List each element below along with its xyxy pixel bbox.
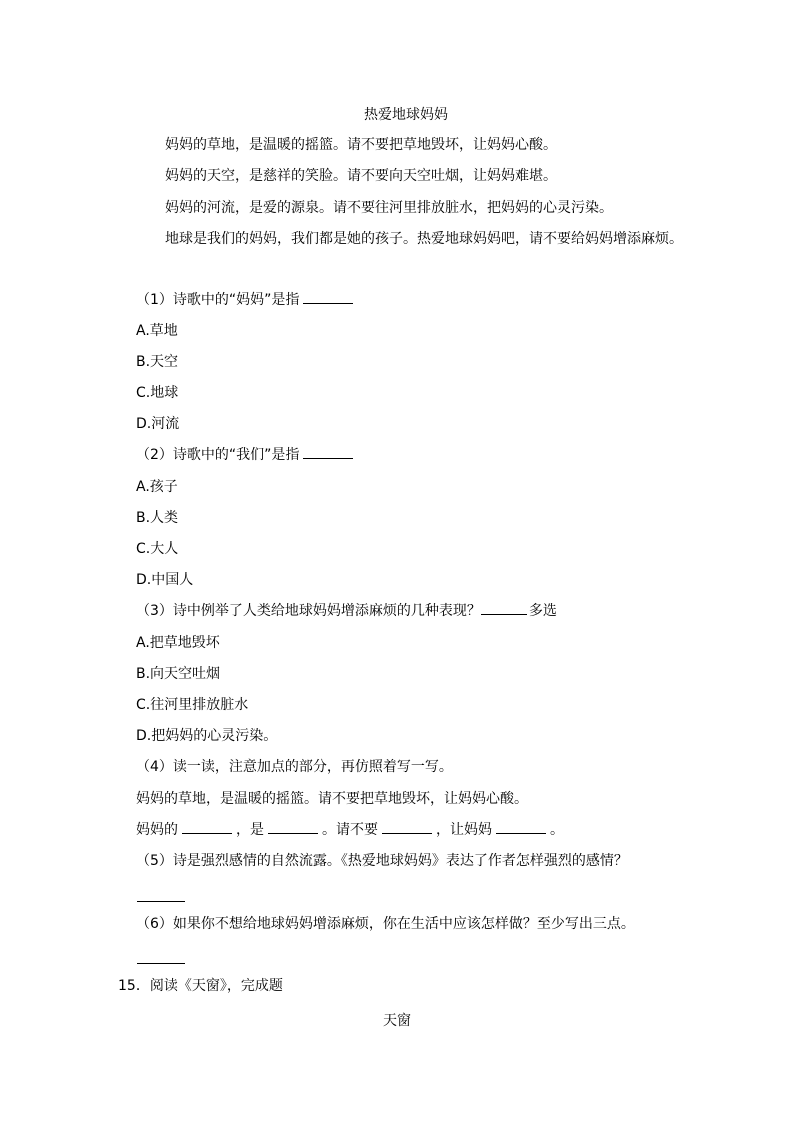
question-stem: （2）诗歌中的“我们”是指 [136, 447, 300, 463]
poem-line: 地球是我们的妈妈，我们都是她的孩子。热爱地球妈妈吧，请不要给妈妈增添麻烦。 [165, 231, 683, 247]
question-6: （6）如果你不想给地球妈妈增添麻烦，你在生活中应该怎样做？至少写出三点。 [136, 916, 635, 932]
option[interactable]: B.人类 [136, 510, 179, 526]
answer-blank[interactable] [481, 602, 527, 615]
text: ，让妈妈 [436, 822, 492, 838]
question-15: 15．阅读《天窗》，完成题 [118, 978, 283, 994]
poem-line: 妈妈的草地，是温暖的摇篮。请不要把草地毁坏，让妈妈心酸。 [165, 137, 557, 153]
answer-blank[interactable] [137, 901, 185, 902]
option[interactable]: C.地球 [136, 385, 179, 401]
passage-title: 天窗 [383, 1013, 411, 1029]
text: 妈妈的 [136, 822, 178, 838]
answer-blank[interactable] [382, 821, 432, 834]
option[interactable]: D.把妈妈的心灵污染。 [136, 728, 278, 744]
answer-blank[interactable] [182, 821, 232, 834]
question-5: （5）诗是强烈感情的自然流露。《热爱地球妈妈》表达了作者怎样强烈的感情？ [136, 853, 628, 869]
question-stem: （3）诗中例举了人类给地球妈妈增添麻烦的几种表现？ [136, 603, 481, 619]
question-stem: （1）诗歌中的“妈妈”是指 [136, 292, 300, 308]
poem-line: 妈妈的河流，是爱的源泉。请不要往河里排放脏水，把妈妈的心灵污染。 [165, 200, 613, 216]
multi-select-note: 多选 [528, 603, 557, 619]
answer-blank[interactable] [303, 446, 353, 459]
option[interactable]: D.中国人 [136, 572, 194, 588]
option[interactable]: B.天空 [136, 354, 179, 370]
option[interactable]: A.把草地毁坏 [136, 635, 220, 651]
option[interactable]: C.往河里排放脏水 [136, 697, 249, 713]
answer-blank[interactable] [496, 821, 546, 834]
option[interactable]: D.河流 [136, 416, 180, 432]
question-3 [136, 602, 557, 620]
answer-blank[interactable] [137, 963, 185, 964]
option[interactable]: A.孩子 [136, 479, 178, 495]
imitation-line [136, 821, 564, 839]
text: 。请不要 [322, 822, 378, 838]
text: 。 [550, 822, 564, 838]
option[interactable]: B.向天空吐烟 [136, 666, 221, 682]
answer-blank[interactable] [268, 821, 318, 834]
example-sentence: 妈妈的草地，是温暖的摇篮。请不要把草地毁坏，让妈妈心酸。 [136, 791, 528, 807]
question-4: （4）读一读，注意加点的部分，再仿照着写一写。 [136, 759, 453, 775]
question-1 [136, 291, 357, 309]
poem-title: 热爱地球妈妈 [364, 107, 448, 123]
option[interactable]: A.草地 [136, 323, 178, 339]
question-2 [136, 446, 357, 464]
option[interactable]: C.大人 [136, 541, 179, 557]
poem-line: 妈妈的天空，是慈祥的笑脸。请不要向天空吐烟，让妈妈难堪。 [165, 168, 557, 184]
answer-blank[interactable] [303, 291, 353, 304]
text: ，是 [236, 822, 264, 838]
